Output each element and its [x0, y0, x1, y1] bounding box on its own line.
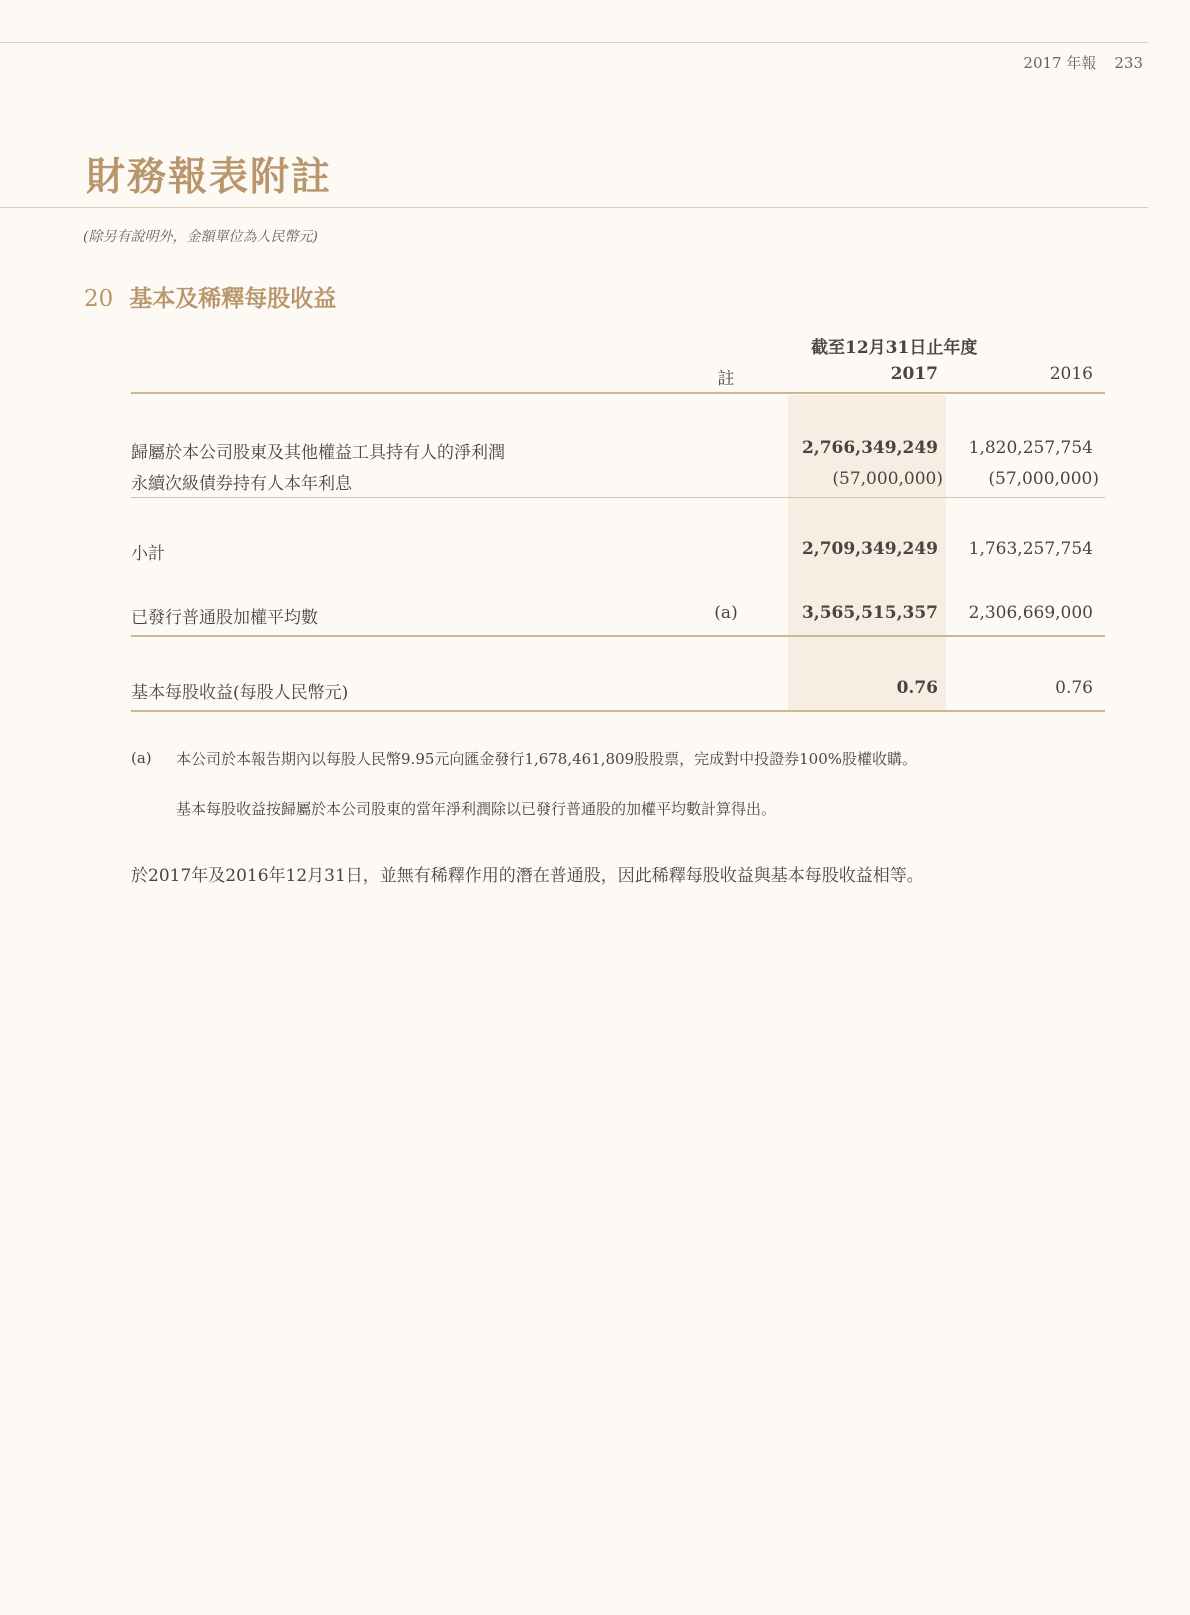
header-rule [131, 392, 1105, 394]
row-value-2017: 2,709,349,249 [801, 539, 938, 559]
section-rule [131, 635, 1105, 637]
eps-table [131, 330, 1105, 714]
year-2016-header: 2016 [1049, 364, 1093, 384]
row-value-2016: 1,763,257,754 [968, 539, 1093, 559]
period-header: 截至12月31日止年度 [811, 338, 978, 358]
row-label: 已發行普通股加權平均數 [131, 608, 318, 628]
row-value-2017: 3,565,515,357 [801, 603, 938, 623]
footnote-text: 本公司於本報告期內以每股人民幣9.95元向匯金發行1,678,461,809股股票，完成對中投證券100%股權收購。 [176, 750, 918, 768]
row-note: (a) [714, 603, 738, 623]
row-label: 基本每股收益(每股人民幣元) [131, 683, 349, 703]
subtotal-rule [131, 497, 1105, 498]
section-number: 20 [84, 286, 114, 312]
title-rule [0, 207, 1148, 208]
row-label: 永續次級債券持有人本年利息 [131, 474, 352, 494]
currency-subtitle: (除另有說明外，金額單位為人民幣元) [83, 229, 318, 245]
row-label: 小計 [131, 544, 165, 564]
page-title: 財務報表附註 [86, 154, 333, 200]
top-rule [0, 42, 1148, 43]
row-value-2016: (57,000,000) [988, 469, 1099, 489]
page-header [1023, 52, 1143, 73]
report-label: 2017 年報 [1023, 54, 1097, 72]
row-value-2017: (57,000,000) [832, 469, 943, 489]
footnote-marker: (a) [131, 749, 152, 767]
row-value-2016: 2,306,669,000 [968, 603, 1093, 623]
year-2017-header: 2017 [890, 364, 938, 384]
section-heading: 基本及稀釋每股收益 [129, 285, 337, 312]
conclusion-text: 於2017年及2016年12月31日，並無有稀釋作用的潛在普通股，因此稀釋每股收益與基本每股收益相等。 [131, 866, 924, 886]
row-value-2016: 1,820,257,754 [968, 438, 1093, 458]
row-label: 歸屬於本公司股東及其他權益工具持有人的淨利潤 [131, 443, 505, 463]
row-value-2017: 2,766,349,249 [801, 438, 938, 458]
section-title [84, 280, 336, 313]
bottom-rule [131, 710, 1105, 712]
page-number: 233 [1114, 54, 1143, 72]
note-header: 註 [717, 369, 735, 389]
footnote-text-2: 基本每股收益按歸屬於本公司股東的當年淨利潤除以已發行普通股的加權平均數計算得出。 [176, 800, 777, 818]
row-value-2017: 0.76 [896, 678, 938, 698]
row-value-2016: 0.76 [1055, 678, 1093, 698]
